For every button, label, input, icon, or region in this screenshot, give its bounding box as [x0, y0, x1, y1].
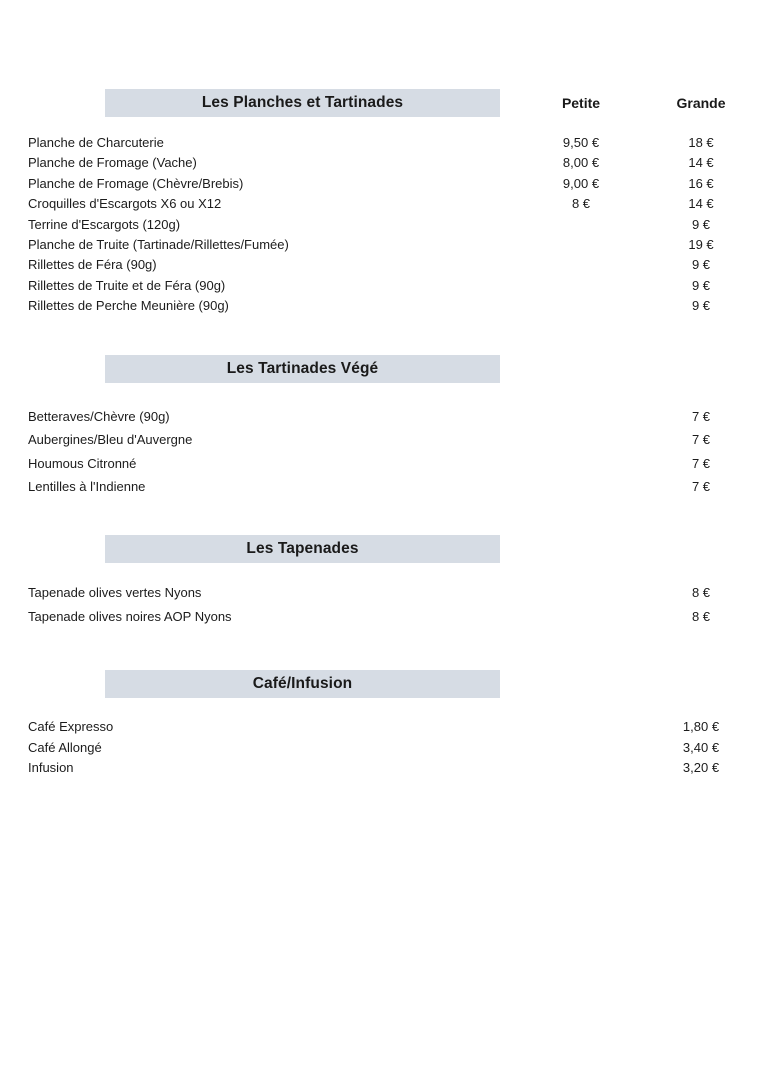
menu-item-row	[0, 738, 768, 759]
price-grande: 7 €	[691, 409, 711, 424]
price-petite	[546, 738, 616, 759]
section-title: Café/Infusion	[252, 675, 353, 692]
item-name: Café Allongé	[28, 739, 102, 755]
price-petite	[546, 215, 616, 235]
column-header-grande: Grande	[676, 95, 726, 111]
price-petite	[546, 581, 616, 605]
menu-item-row	[0, 428, 768, 451]
menu-item-row	[0, 276, 768, 296]
price-petite	[546, 475, 616, 498]
price-petite	[546, 276, 616, 296]
price-grande: 14 €	[688, 155, 714, 171]
item-name: Infusion	[28, 760, 74, 776]
item-name: Croquilles d'Escargots X6 ou X12	[28, 196, 222, 212]
price-petite	[546, 405, 616, 428]
item-name: Planche de Fromage (Vache)	[28, 155, 197, 171]
item-name: Planche de Fromage (Chèvre/Brebis)	[28, 175, 244, 191]
menu-item-row	[0, 405, 768, 428]
menu-items-list	[0, 581, 768, 629]
section-title: Les Planches et Tartinades	[201, 94, 404, 111]
price-grande: 7 €	[691, 432, 711, 448]
menu-item-row	[0, 153, 768, 173]
price-grande: 9 €	[691, 298, 711, 314]
price-grande: 8 €	[691, 609, 711, 624]
price-grande: 19 €	[688, 236, 714, 252]
menu-item-row	[0, 475, 768, 498]
price-petite: 8 €	[571, 196, 591, 212]
menu-items-list	[0, 405, 768, 498]
price-petite	[546, 605, 616, 629]
item-name: Tapenade olives noires AOP Nyons	[28, 609, 232, 624]
price-grande: 1,80 €	[682, 719, 720, 734]
price-petite	[546, 235, 616, 255]
price-grande: 9 €	[691, 257, 711, 273]
price-grande: 14 €	[688, 196, 714, 212]
section-header-bar	[105, 355, 500, 383]
menu-item-row	[0, 452, 768, 475]
item-name: Planche de Truite (Tartinade/Rillettes/Fumée)	[28, 236, 289, 252]
section-header-bar	[105, 535, 500, 563]
price-grande: 3,20 €	[682, 760, 720, 776]
item-name: Aubergines/Bleu d'Auvergne	[28, 432, 193, 448]
price-petite	[546, 255, 616, 275]
price-grande: 7 €	[691, 478, 711, 494]
price-petite: 8,00 €	[562, 155, 600, 171]
item-name: Tapenade olives vertes Nyons	[28, 585, 202, 600]
price-grande: 3,40 €	[682, 739, 720, 755]
menu-item-row	[0, 717, 768, 738]
price-petite	[546, 717, 616, 738]
section-title: Les Tapenades	[246, 540, 359, 557]
item-name: Rillettes de Truite et de Féra (90g)	[28, 277, 226, 293]
menu-item-row	[0, 194, 768, 214]
item-name: Houmous Citronné	[28, 455, 137, 471]
price-grande: 9 €	[691, 277, 711, 293]
menu-item-row	[0, 133, 768, 153]
menu-item-row	[0, 174, 768, 194]
menu-items-list	[0, 717, 768, 779]
column-header-petite: Petite	[561, 95, 601, 111]
price-grande: 7 €	[691, 455, 711, 471]
menu-items-list	[0, 133, 768, 317]
menu-item-row	[0, 605, 768, 629]
menu-item-row	[0, 581, 768, 605]
price-grande: 18 €	[688, 135, 714, 150]
section-header-bar	[105, 670, 500, 698]
item-name: Rillettes de Perche Meunière (90g)	[28, 298, 229, 314]
price-petite: 9,50 €	[562, 135, 600, 150]
price-petite	[546, 296, 616, 316]
price-petite	[546, 452, 616, 475]
section-title: Les Tartinades Végé	[226, 360, 379, 377]
item-name: Betteraves/Chèvre (90g)	[28, 409, 170, 424]
item-name: Lentilles à l'Indienne	[28, 478, 146, 494]
item-name: Café Expresso	[28, 719, 114, 734]
price-petite	[546, 758, 616, 779]
price-petite	[546, 428, 616, 451]
menu-item-row	[0, 215, 768, 235]
price-petite: 9,00 €	[562, 175, 600, 191]
price-grande: 16 €	[688, 175, 714, 191]
price-grande: 8 €	[691, 585, 711, 600]
price-grande: 9 €	[691, 216, 711, 232]
item-name: Rillettes de Féra (90g)	[28, 257, 157, 273]
menu-item-row	[0, 235, 768, 255]
menu-item-row	[0, 255, 768, 275]
item-name: Planche de Charcuterie	[28, 135, 164, 150]
section-header-bar	[105, 89, 500, 117]
item-name: Terrine d'Escargots (120g)	[28, 216, 181, 232]
menu-item-row	[0, 758, 768, 779]
menu-item-row	[0, 296, 768, 316]
